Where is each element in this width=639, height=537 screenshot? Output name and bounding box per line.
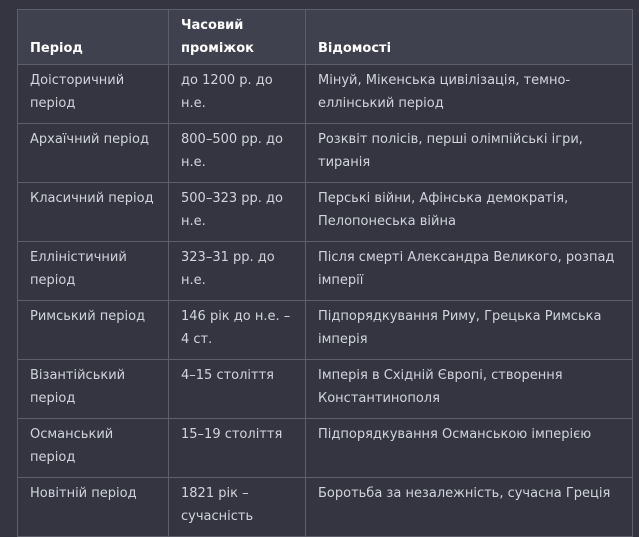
cell-details: Підпорядкування Риму, Грецька Римська імперія [306, 301, 633, 360]
table-row [18, 301, 633, 360]
cell-time-span: 500–323 рр. до н.е. [169, 183, 306, 242]
cell-details: Боротьба за незалежність, сучасна Греція [306, 478, 633, 537]
cell-time-span: до 1200 р. до н.е. [169, 65, 306, 124]
header-row [18, 10, 633, 65]
cell-period: Доісторичний період [18, 65, 169, 124]
header-details: Відомості [306, 10, 633, 65]
cell-period: Римський період [18, 301, 169, 360]
header-time-span: Часовий проміжок [169, 10, 306, 65]
table-row [18, 360, 633, 419]
cell-time-span: 146 рік до н.е. – 4 ст. [169, 301, 306, 360]
cell-time-span: 800–500 рр. до н.е. [169, 124, 306, 183]
cell-period: Класичний період [18, 183, 169, 242]
table-row [18, 183, 633, 242]
cell-time-span: 1821 рік – сучасність [169, 478, 306, 537]
cell-period: Архаїчний період [18, 124, 169, 183]
cell-details: Імперія в Східній Європі, створення Константинополя [306, 360, 633, 419]
cell-period: Османський період [18, 419, 169, 478]
cell-time-span: 323–31 рр. до н.е. [169, 242, 306, 301]
cell-time-span: 4–15 століття [169, 360, 306, 419]
table-row [18, 65, 633, 124]
table-row [18, 124, 633, 183]
cell-time-span: 15–19 століття [169, 419, 306, 478]
cell-period: Візантійський період [18, 360, 169, 419]
cell-details: Мінуй, Мікенська цивілізація, темно-еллінський період [306, 65, 633, 124]
chat-message-table-container [17, 9, 632, 537]
table-body [18, 65, 633, 537]
cell-details: Підпорядкування Османською імперією [306, 419, 633, 478]
cell-details: Перські війни, Афінська демократія, Пелопонеська війна [306, 183, 633, 242]
table-header [18, 10, 633, 65]
table-row [18, 419, 633, 478]
history-periods-table [17, 9, 633, 537]
cell-period: Елліністичний період [18, 242, 169, 301]
table-row [18, 478, 633, 537]
cell-details: Розквіт полісів, перші олімпійські ігри, тиранія [306, 124, 633, 183]
cell-period: Новітній період [18, 478, 169, 537]
cell-details: Після смерті Александра Великого, розпад імперії [306, 242, 633, 301]
table-row [18, 242, 633, 301]
header-period: Період [18, 10, 169, 65]
